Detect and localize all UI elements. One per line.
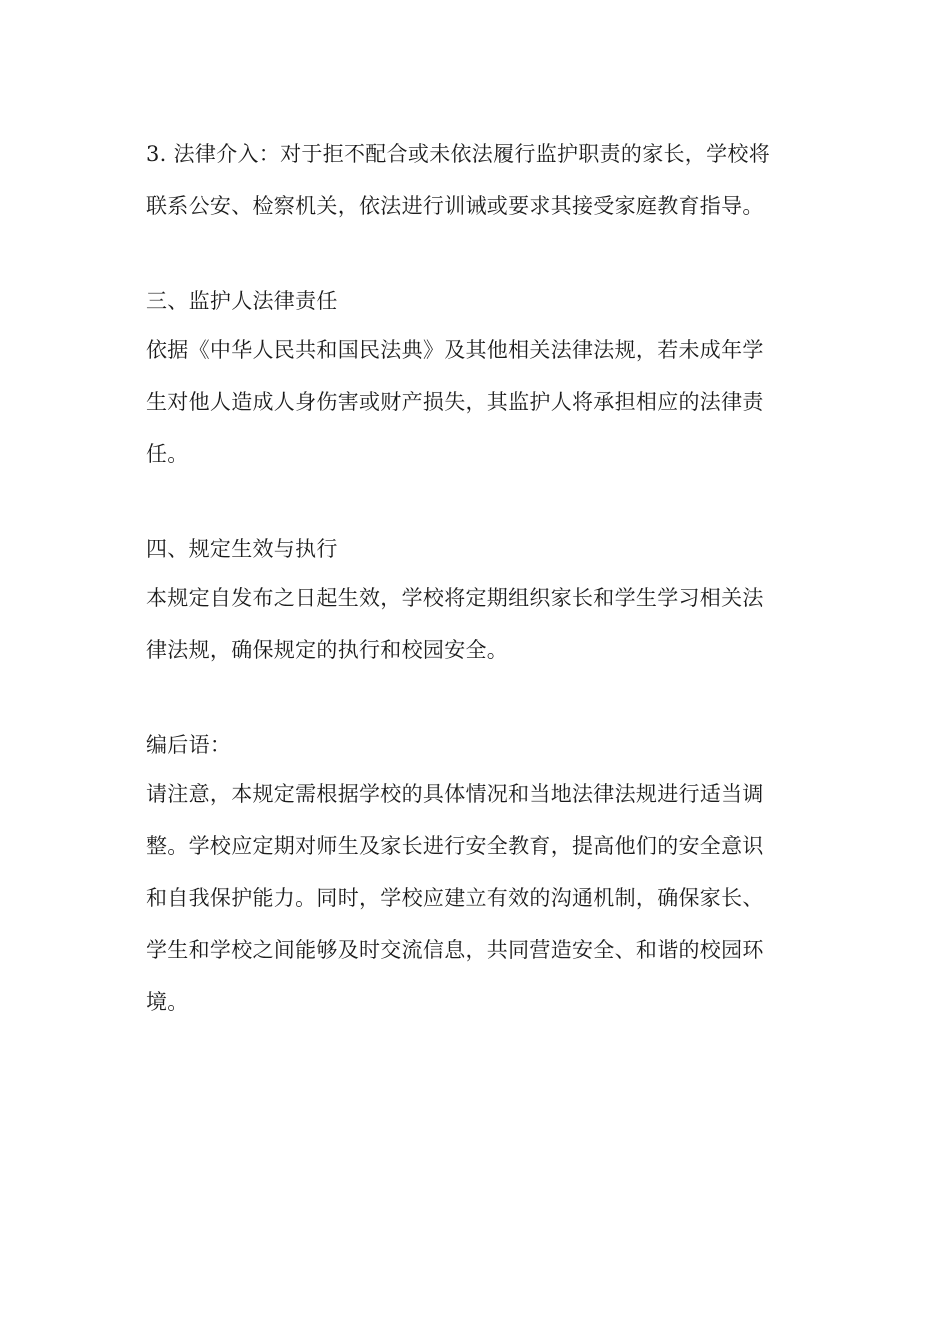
paragraph-line: 律法规，确保规定的执行和校园安全。 — [146, 638, 509, 662]
section-three — [146, 278, 810, 480]
paragraph-line: 生对他人造成人身伤害或财产损失，其监护人将承担相应的法律责 — [146, 390, 764, 414]
paragraph-line: 和自我保护能力。同时，学校应建立有效的沟通机制，确保家长、 — [146, 886, 764, 910]
editor-note — [146, 722, 810, 1028]
paragraph-line: 联系公安、检察机关，依法进行训诫或要求其接受家庭教育指导。 — [146, 194, 764, 218]
paragraph-gap — [146, 232, 810, 278]
editor-note-heading: 编后语： — [146, 733, 232, 757]
paragraph-line: 本规定自发布之日起生效，学校将定期组织家长和学生学习相关法 — [146, 586, 764, 610]
paragraph-line: 任。 — [146, 442, 189, 466]
paragraph-line: 学生和学校之间能够及时交流信息，共同营造安全、和谐的校园环 — [146, 938, 764, 962]
paragraph-gap — [146, 480, 810, 526]
paragraph-line: 请注意，本规定需根据学校的具体情况和当地法律法规进行适当调 — [146, 782, 764, 806]
paragraph-line: 境。 — [146, 990, 189, 1014]
paragraph-line: 整。学校应定期对师生及家长进行安全教育，提高他们的安全意识 — [146, 834, 764, 858]
section-heading: 三、监护人法律责任 — [146, 289, 338, 313]
paragraph-gap — [146, 676, 810, 722]
paragraph-line: 3. 法律介入：对于拒不配合或未依法履行监护职责的家长，学校将 — [146, 142, 771, 166]
section-four — [146, 526, 810, 676]
paragraph-line: 依据《中华人民共和国民法典》及其他相关法律法规，若未成年学 — [146, 338, 764, 362]
section-heading: 四、规定生效与执行 — [146, 537, 338, 561]
document-body — [146, 128, 810, 1028]
item-3-paragraph — [146, 128, 810, 232]
